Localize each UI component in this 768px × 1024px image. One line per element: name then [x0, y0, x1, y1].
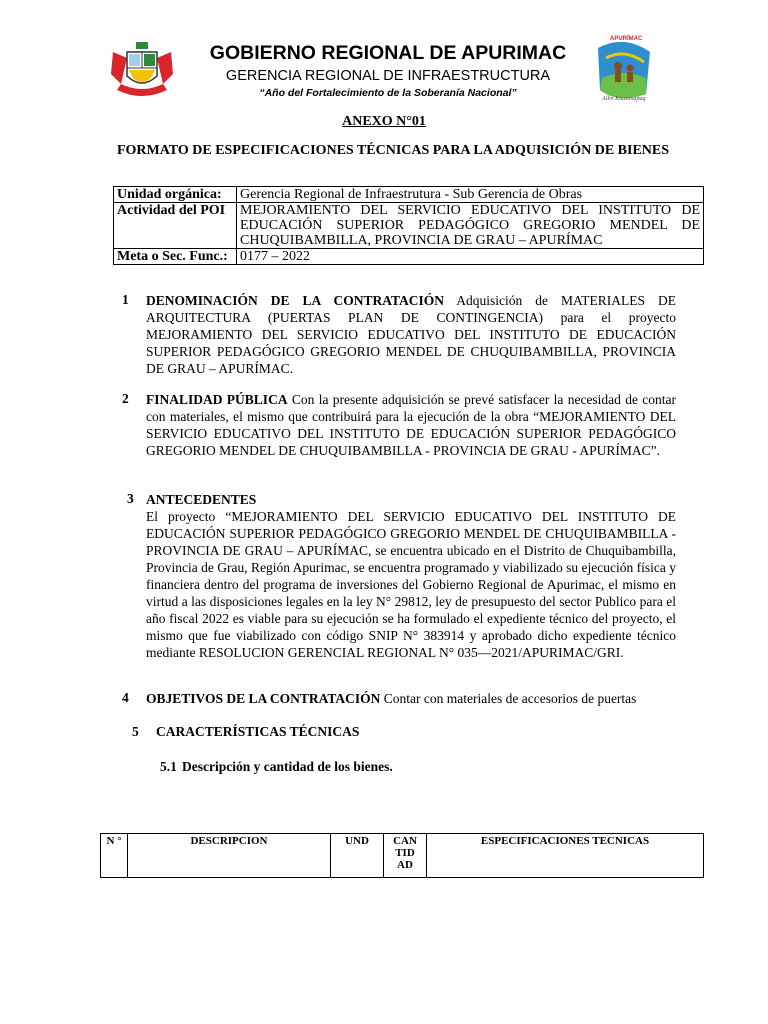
peru-coat-of-arms-logo [107, 40, 177, 98]
info-value: Gerencia Regional de Infraestrutura - Sub Gerencia de Obras [237, 187, 704, 203]
section-title: CARACTERÍSTICAS TÉCNICAS [156, 724, 360, 739]
anexo-title: ANEXO N°01 [342, 114, 426, 129]
section-title: OBJETIVOS DE LA CONTRATACIÓN [146, 691, 381, 706]
header-title: GOBIERNO REGIONAL DE APURIMAC [209, 42, 567, 64]
info-key: Meta o Sec. Func.: [114, 249, 237, 265]
col-quantity-label: CAN TID AD [393, 835, 417, 871]
document-title: FORMATO DE ESPECIFICACIONES TÉCNICAS PARA LA ADQUISICIÓN DE BIENES [116, 143, 670, 158]
section-number: 3 [127, 491, 134, 506]
section-denominacion [146, 292, 676, 377]
col-unit: UND [331, 834, 384, 878]
section-text: Contar con materiales de accesorios de puertas [380, 691, 637, 706]
subsection-title: Descripción y cantidad de los bienes. [182, 759, 393, 774]
section-text: El proyecto “MEJORAMIENTO DEL SERVICIO EDUCATIVO DEL INSTITUTO DE EDUCACIÓN SUPERIOR PEDAGÓGICO GREGORIO MENDEL DE CHUQUIBAMBILLA - PROVINCIA DE GRAU – APURÍMAC, se encuentra ubicado en el Distrito de Chuquibambilla, Provincia de Grau, Región Apurimac, se encuentra programado y viabilizado su ejecución física y financiera dentro del programa de inversiones del Gobierno Regional de Apurimac, el mismo en virtud a las disposiciones legales en la ley N° 29812, ley de presupuesto del sector Publico para el año fiscal 2022 es viable para su ejecución se ha formulado el expediente técnico del proyecto, el mismo que fue viabilizado con código SNIP N° 383914 y aprobado dicho expediente técnico mediante RESOLUCION GERENCIAL REGIONAL N° 035—2021/APURIMAC/GRI. [146, 509, 676, 660]
items-table [100, 833, 704, 878]
info-row [114, 249, 704, 265]
info-value: 0177 – 2022 [237, 249, 704, 265]
section-number: 5 [132, 724, 139, 739]
info-value: MEJORAMIENTO DEL SERVICIO EDUCATIVO DEL INSTITUTO DE EDUCACIÓN SUPERIOR PEDAGÓGICO GREGORIO MENDEL DE CHUQUIBAMBILLA, PROVINCIA DE GRAU – APURÍMAC [237, 203, 704, 249]
section-title: ANTECEDENTES [146, 492, 257, 507]
section-text: Adquisición de MATERIALES DE ARQUITECTURA (PUERTAS PLAN DE CONTINGENCIA) para el proyecto MEJORAMIENTO DEL SERVICIO EDUCATIVO DEL INSTITUTO DE EDUCACIÓN SUPERIOR PEDAGÓGICO GREGORIO MENDEL DE CHUQUIBAMBILLA, PROVINCIA DE GRAU – APURÍMAC. [146, 293, 676, 376]
apurimac-region-logo [588, 38, 660, 104]
section-number: 2 [122, 391, 129, 406]
subsection-number: 5.1 [160, 759, 177, 774]
section-number: 1 [122, 292, 129, 307]
info-table [113, 186, 704, 265]
section-title: DENOMINACIÓN DE LA CONTRATACIÓN [146, 293, 445, 308]
header-year-motto: “Año del Fortalecimiento de la Soberanía Nacional” [259, 87, 517, 99]
col-description: DESCRIPCION [128, 834, 331, 878]
items-header-row [101, 834, 704, 878]
section-antecedentes [146, 491, 676, 661]
logo-bottom-text: Allin Kausanapaq [602, 96, 646, 102]
header-subtitle: GERENCIA REGIONAL DE INFRAESTRUCTURA [225, 68, 551, 84]
section-title: FINALIDAD PÚBLICA [146, 392, 288, 407]
info-key: Unidad orgánica: [114, 187, 237, 203]
section-objetivos [146, 690, 676, 707]
col-number: N ° [101, 834, 128, 878]
section-finalidad [146, 391, 676, 459]
col-quantity [384, 834, 427, 878]
section-number: 4 [122, 690, 129, 705]
info-row [114, 187, 704, 203]
info-row [114, 203, 704, 249]
section-text: Con la presente adquisición se prevé satisfacer la necesidad de contar con materiales, el mismo que contribuirá para la ejecución de la obra “MEJORAMIENTO DEL SERVICIO EDUCATIVO DEL INSTITUTO DE EDUCACIÓN SUPERIOR PEDAGÓGICO GREGORIO MENDEL DE CHUQUIBAMBILLA - PROVINCIA DE GRAU - APURÍMAC”. [146, 392, 677, 458]
logo-top-text: APURÍMAC [610, 36, 643, 42]
info-key: Actividad del POI [114, 203, 237, 249]
col-specs: ESPECIFICACIONES TECNICAS [427, 834, 704, 878]
